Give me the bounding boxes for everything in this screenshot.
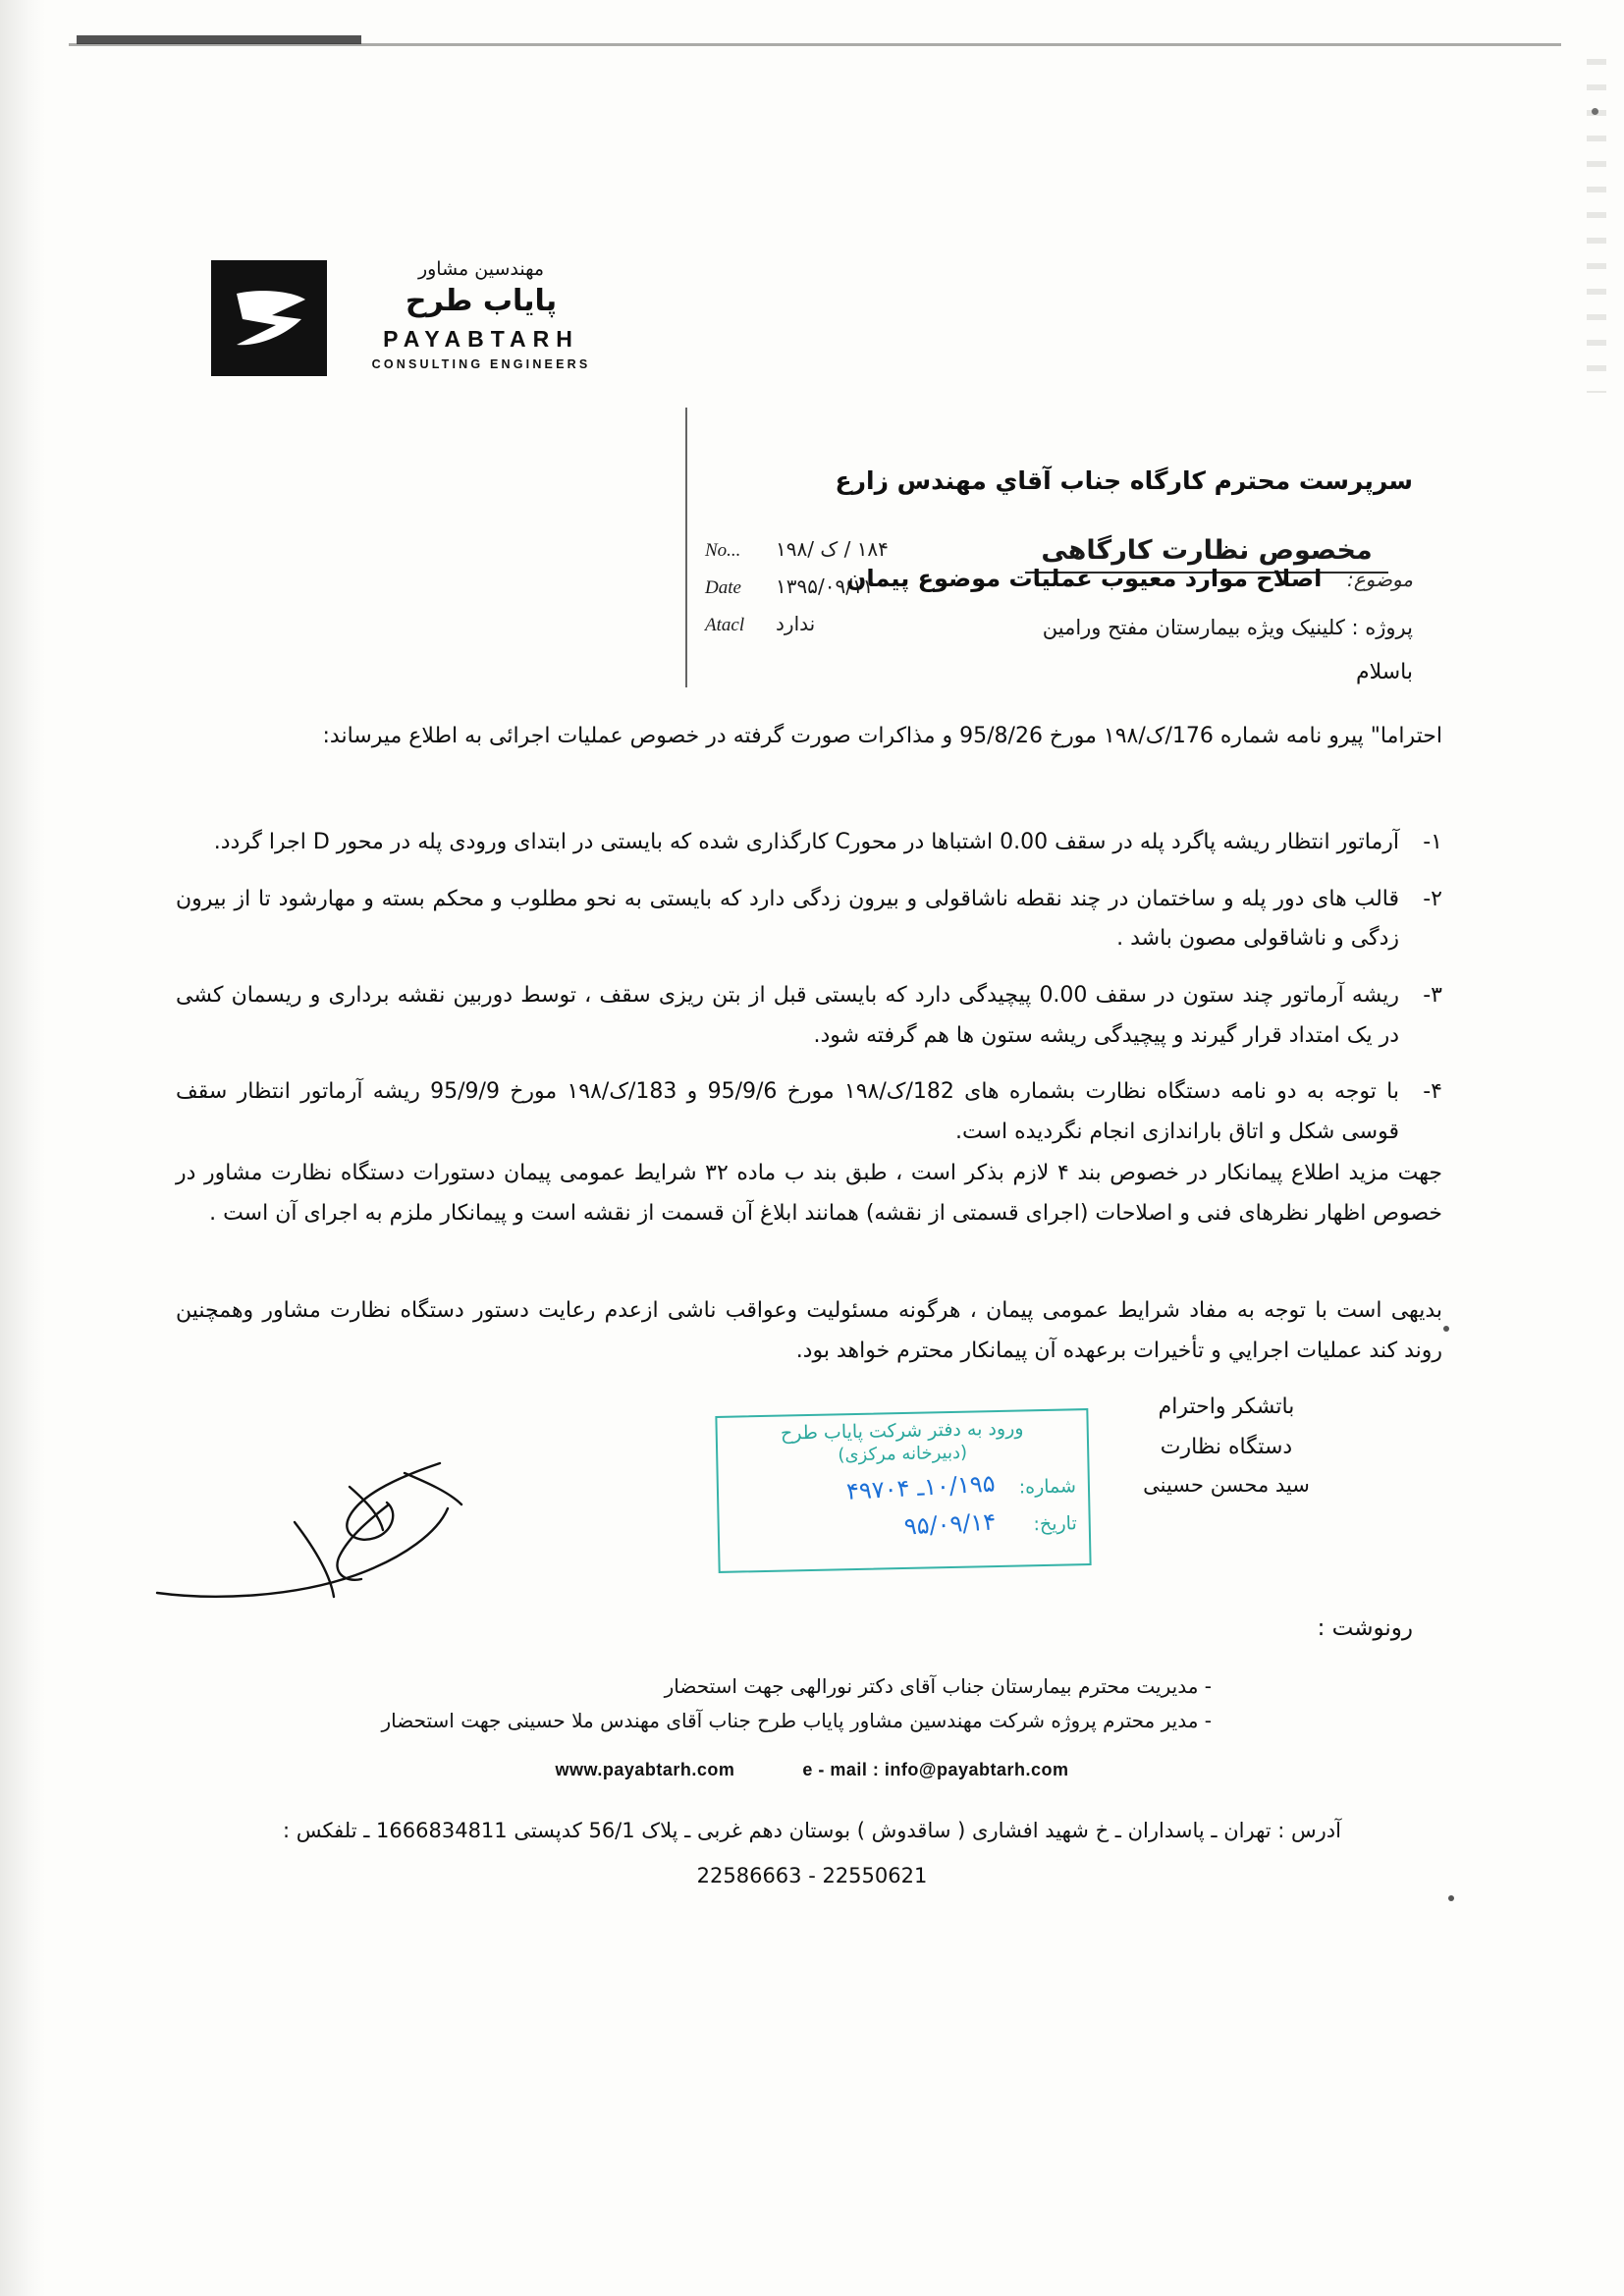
letterhead-divider [685, 408, 687, 687]
footer-email[interactable]: e - mail : info@payabtarh.com [802, 1760, 1069, 1779]
reference-date-value: ۱۳۹۵/۰۹/۱۱ [776, 574, 874, 598]
ink-dot-artifact [1448, 1895, 1454, 1901]
list-item-text: با توجه به دو نامه دستگاه نظارت بشماره های 182/ک/۱۹۸ مورخ 95/9/6 و 183/ک/۱۹۸ مورخ 95/9/9 ریشه آرماتور انتظار سقف قوسی شکل و اتاق باراندازی انجام نگردیده است. [176, 1079, 1399, 1145]
brand-en-main: PAYABTARH [383, 326, 579, 352]
list-item [176, 1072, 1442, 1152]
list-item [176, 976, 1442, 1056]
receipt-stamp-number-value: ۱۰/۱۹۵ـ ۴۹۷۰۴ [845, 1469, 997, 1505]
handwritten-signature [147, 1453, 560, 1611]
numbered-list [176, 823, 1442, 1170]
signature-closing: باتشکر واحترام [1158, 1394, 1295, 1419]
footer-contact [0, 1760, 1624, 1780]
logo-swoosh-icon [233, 286, 309, 351]
signature-name: سید محسن حسینی [1143, 1473, 1310, 1497]
list-item-number: ۴- [1423, 1079, 1442, 1105]
receipt-stamp-date-row [731, 1507, 1077, 1542]
reference-attachment-value: ندارد [776, 612, 816, 635]
reference-date-label: Date [705, 577, 741, 598]
subject-row [529, 565, 1413, 592]
footer-website[interactable]: www.payabtarh.com [555, 1760, 735, 1779]
paragraph-2: جهت مزید اطلاع پیمانکار در خصوص بند ۴ لازم بذکر است ، طبق بند ب ماده ۳۲ شرایط عمومی پیمان دستورات دستگاه نظارت مشاور در خصوص اظهار نظرهای فنی و اصلاحات (اجرای قسمتی از نقشه) همانند ابلاغ آن قسمت از نقشه است و پیمانکار ملزم به اجرای آن است . [176, 1161, 1442, 1226]
list-item-number: ۳- [1423, 983, 1442, 1009]
reference-number-row [705, 537, 980, 562]
paragraph-3: بدیهی است با توجه به مفاد شرایط عمومی پیمان ، هرگونه مسئولیت وعواقب ناشی ازعدم رعایت دستور دستگاه نظارت مشاور وهمچنین روند کند عملیات اجرايي و تأخیرات برعهده آن پیمانکار محترم خواهد بود. [176, 1298, 1442, 1363]
greeting-line: باسلام [1355, 660, 1413, 684]
brand-fa-large: پایاب طرح [405, 284, 558, 318]
reference-number-value: ۱۸۴ / ک /۱۹۸ [776, 537, 889, 561]
cc-title: رونوشت : [1317, 1615, 1413, 1641]
footer-address: آدرس : تهران ـ پاسداران ـ خ شهید افشاری ( ساقدوش ) بوستان دهم غربی ـ پلاک 56/1 کدپستی 1666834811 ـ تلفکس : [283, 1819, 1341, 1842]
list-item [176, 823, 1442, 863]
list-item-text: آرماتور انتظار ریشه پاگرد پله در سقف 0.00 اشتباها در محورC کارگذاری شده که بایستی در ابتدای ورودی پله در محور D اجرا گردد. [213, 830, 1399, 854]
cc-item: - مدیریت محترم بیمارستان جناب آقای دکتر نورالهی جهت استحضار [664, 1674, 1212, 1698]
list-item-text: ریشه آرماتور چند ستون در سقف 0.00 پیچیدگی دارد که بایستی قبل از بتن ریزی سقف ، توسط دوربین نقشه برداری و ریسمان کشی در یک امتداد قرار گیرند و پیچیدگی ریشه ستون ها هم گرفته شود. [176, 983, 1399, 1048]
list-item-number: ۱- [1423, 830, 1442, 854]
recipient-line: سرپرست محترم کارگاه جناب آقاي مهندس زارع [835, 466, 1413, 495]
signature-authority: دستگاه نظارت [1160, 1435, 1293, 1459]
receipt-stamp-number-row [731, 1470, 1077, 1504]
receipt-stamp-date-value: ۹۵/۰۹/۱۴ [903, 1507, 998, 1541]
cc-item: - مدیر محترم پروژه شرکت مهندسین مشاور پایاب طرح جناب آقای مهندس ملا حسینی جهت استحضار [381, 1709, 1212, 1732]
supervision-stamp-text: مخصوص نظارت کارگاهی [1041, 535, 1373, 566]
footer-phones: 22586663 - 22550621 [696, 1864, 928, 1887]
receipt-stamp-number-label: شماره: [1018, 1475, 1077, 1499]
cc-list [269, 1669, 1212, 1738]
list-item-text: قالب های دور پله و ساختمان در چند نقطه ناشاقولی و بیرون زدگی دارد که بایستی به نحو مطلوب و محکم بسته و مهارشود تا از بیرون زدگی و ناشاقولی مصون باشد . [176, 886, 1399, 952]
subject-label: موضوع: [1346, 568, 1413, 591]
project-line: پروژه : کلینیک ویژه بیمارستان مفتح ورامین [1042, 616, 1413, 639]
intro-paragraph: احتراما" پیرو نامه شماره 176/ک/۱۹۸ مورخ 95/8/26 و مذاکرات صورت گرفته در خصوص عملیات اجرائی به اطلاع میرساند: [322, 724, 1442, 748]
scan-dot-artifact [1592, 108, 1598, 115]
receipt-stamp-title: ورود به دفتر شرکت پایاب طرح [780, 1417, 1024, 1445]
receipt-stamp-date-label: تاریخ: [1033, 1512, 1077, 1536]
brand-en-sub: CONSULTING ENGINEERS [371, 357, 591, 371]
scan-smudge-artifact [77, 35, 361, 44]
ink-dot-artifact [1443, 1326, 1449, 1332]
reference-number-label: No... [705, 540, 741, 561]
company-logo [211, 260, 349, 378]
list-item [176, 880, 1442, 959]
receipt-stamp [715, 1408, 1091, 1573]
receipt-stamp-subtitle: (دبیرخانه مرکزی) [838, 1442, 968, 1466]
brand-fa-small: مهندسین مشاور [417, 258, 545, 280]
signature-block [1064, 1394, 1388, 1497]
list-item-number: ۲- [1423, 886, 1442, 911]
reference-attachment-label: Atacl [705, 615, 745, 635]
brand-text [363, 258, 599, 371]
subject-text: اصلاح موارد معیوب عملیات موضوع پیمان [845, 565, 1323, 592]
